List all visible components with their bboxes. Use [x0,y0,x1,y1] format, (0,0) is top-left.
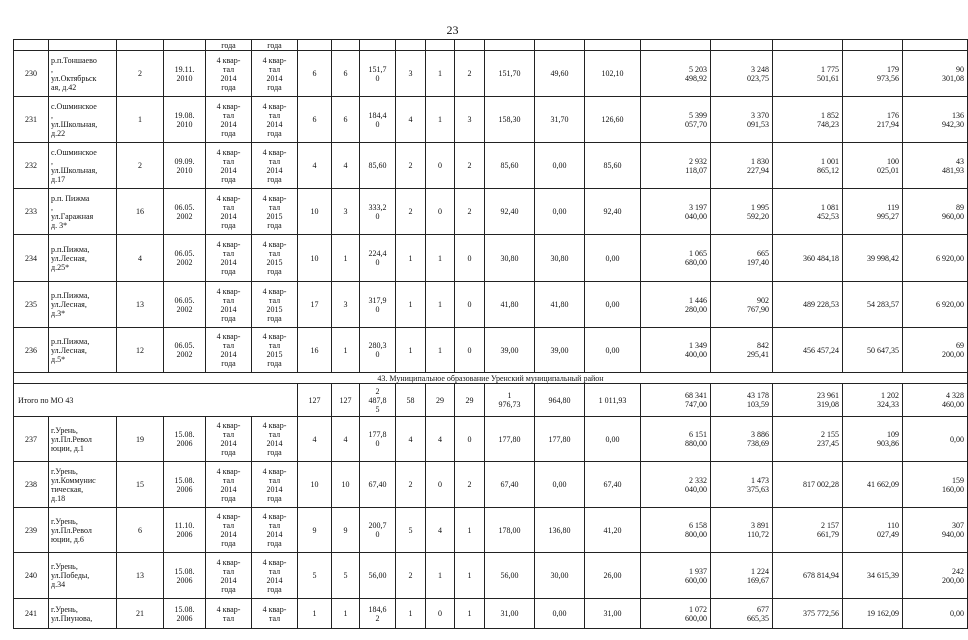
continuation-cell: года [252,40,298,51]
value-cell: 1 [426,97,455,143]
value-cell: 21 [117,599,164,629]
value-cell: 678 814,94 [773,553,843,599]
row-number-cell: 234 [14,235,49,282]
address-cell: с.Ошминское , ул.Школьная, д.22 [49,97,117,143]
value-cell: 85,60 [485,143,535,189]
value-cell: 0,00 [535,143,585,189]
value-cell: 31,00 [585,599,641,629]
value-cell: 178,00 [485,508,535,553]
value-cell: 92,40 [485,189,535,235]
value-cell: 3 886 738,69 [711,417,773,462]
value-cell: 0 [455,282,485,328]
address-cell: г.Урень, ул.Коммунис тическая, д.18 [49,462,117,508]
date-cell: 15.08. 2006 [164,553,206,599]
value-cell: 2 [396,189,426,235]
value-cell: 13 [117,553,164,599]
row-number-cell: 239 [14,508,49,553]
empty-cell [360,40,396,51]
row-number-cell: 237 [14,417,49,462]
value-cell: 1 995 592,20 [711,189,773,235]
value-cell: 4 [426,508,455,553]
value-cell: 176 217,94 [843,97,903,143]
value-cell: 4 [396,417,426,462]
value-cell: 375 772,56 [773,599,843,629]
value-cell: 1 [426,328,455,373]
value-cell: 158,30 [485,97,535,143]
value-cell: 5 399 057,70 [641,97,711,143]
value-cell: 1 [332,235,360,282]
planned-quarter-cell: 4 квар- тал [252,599,298,629]
empty-cell [485,40,535,51]
total-value-cell: 2 487,8 5 [360,384,396,417]
address-cell: р.п.Пижма, ул.Лесная, д.3* [49,282,117,328]
value-cell: 16 [298,328,332,373]
value-cell: 41 662,09 [843,462,903,508]
value-cell: 0,00 [903,599,968,629]
value-cell: 39,00 [485,328,535,373]
value-cell: 1 [396,599,426,629]
empty-cell [711,40,773,51]
section-header-row [14,373,968,384]
value-cell: 2 [455,462,485,508]
value-cell: 5 203 498,92 [641,51,711,97]
total-value-cell: 964,80 [535,384,585,417]
value-cell: 19 [117,417,164,462]
planned-quarter-cell: 4 квар- тал 2014 года [252,417,298,462]
value-cell: 2 932 118,07 [641,143,711,189]
value-cell: 1 775 501,61 [773,51,843,97]
value-cell: 0,00 [535,599,585,629]
section-title: 43. Муниципальное образование Уренский муниципальный район [14,373,968,384]
value-cell: 3 891 110,72 [711,508,773,553]
table-row [14,235,968,282]
value-cell: 151,70 [485,51,535,97]
value-cell: 1 [396,282,426,328]
value-cell: 2 [455,189,485,235]
value-cell: 0,00 [585,235,641,282]
housing-program-table [13,39,968,629]
date-cell: 15.08. 2006 [164,417,206,462]
value-cell: 3 248 023,75 [711,51,773,97]
value-cell: 6 [298,97,332,143]
value-cell: 0 [426,189,455,235]
value-cell: 67,40 [485,462,535,508]
value-cell: 54 283,57 [843,282,903,328]
value-cell: 6 [117,508,164,553]
value-cell: 13 [117,282,164,328]
value-cell: 2 [455,143,485,189]
value-cell: 1 [455,553,485,599]
value-cell: 6 [298,51,332,97]
total-value-cell: 1 202 324,33 [843,384,903,417]
value-cell: 67,40 [360,462,396,508]
value-cell: 0 [455,235,485,282]
value-cell: 6 920,00 [903,282,968,328]
value-cell: 1 349 400,00 [641,328,711,373]
value-cell: 90 301,08 [903,51,968,97]
planned-quarter-cell: 4 квар- тал 2014 года [252,508,298,553]
date-cell: 06.05. 2002 [164,189,206,235]
planned-quarter-cell: 4 квар- тал 2014 года [206,462,252,508]
value-cell: 41,20 [585,508,641,553]
table-row [14,328,968,373]
row-number-cell: 241 [14,599,49,629]
value-cell: 6 [332,51,360,97]
value-cell: 85,60 [585,143,641,189]
planned-quarter-cell: 4 квар- тал 2014 года [206,508,252,553]
total-value-cell: 4 328 460,00 [903,384,968,417]
value-cell: 6 920,00 [903,235,968,282]
value-cell: 0 [426,462,455,508]
value-cell: 102,10 [585,51,641,97]
value-cell: 10 [332,462,360,508]
value-cell: 56,00 [360,553,396,599]
row-number-cell: 238 [14,462,49,508]
row-number-cell: 235 [14,282,49,328]
planned-quarter-cell: 4 квар- тал [206,599,252,629]
total-value-cell: 58 [396,384,426,417]
value-cell: 1 [332,328,360,373]
value-cell: 5 [332,553,360,599]
value-cell: 2 332 040,00 [641,462,711,508]
value-cell: 1 [298,599,332,629]
value-cell: 1 [426,51,455,97]
planned-quarter-cell: 4 квар- тал 2014 года [252,553,298,599]
value-cell: 0 [426,143,455,189]
value-cell: 224,4 0 [360,235,396,282]
date-cell: 11.10. 2006 [164,508,206,553]
value-cell: 307 940,00 [903,508,968,553]
value-cell: 41,80 [535,282,585,328]
total-value-cell: 127 [298,384,332,417]
value-cell: 85,60 [360,143,396,189]
planned-quarter-cell: 4 квар- тал 2014 года [206,553,252,599]
planned-quarter-cell: 4 квар- тал 2015 года [252,282,298,328]
value-cell: 119 995,27 [843,189,903,235]
table-row [14,462,968,508]
value-cell: 109 903,86 [843,417,903,462]
table-row [14,189,968,235]
value-cell: 1 [426,235,455,282]
date-cell: 15.08. 2006 [164,599,206,629]
address-cell: г.Урень, ул.Пл.Револ юции, д.1 [49,417,117,462]
value-cell: 49,60 [535,51,585,97]
value-cell: 0,00 [585,328,641,373]
value-cell: 26,00 [585,553,641,599]
empty-cell [332,40,360,51]
total-value-cell: 127 [332,384,360,417]
continuation-row [14,40,968,51]
date-cell: 09.09. 2010 [164,143,206,189]
row-number-cell: 240 [14,553,49,599]
value-cell: 19 162,09 [843,599,903,629]
row-number-cell: 231 [14,97,49,143]
planned-quarter-cell: 4 квар- тал 2014 года [206,328,252,373]
address-cell: г.Урень, ул.Победы, д.34 [49,553,117,599]
value-cell: 43 481,93 [903,143,968,189]
value-cell: 2 155 237,45 [773,417,843,462]
value-cell: 3 370 091,53 [711,97,773,143]
value-cell: 1 [426,282,455,328]
value-cell: 126,60 [585,97,641,143]
total-value-cell: 43 178 103,59 [711,384,773,417]
value-cell: 1 065 680,00 [641,235,711,282]
value-cell: 67,40 [585,462,641,508]
value-cell: 842 295,41 [711,328,773,373]
date-cell: 19.08. 2010 [164,97,206,143]
table-row [14,417,968,462]
address-cell: р.п.Пижма, ул.Лесная, д.25* [49,235,117,282]
page-number: 23 [446,23,459,37]
total-value-cell: 29 [455,384,485,417]
value-cell: 16 [117,189,164,235]
value-cell: 177,80 [535,417,585,462]
value-cell: 360 484,18 [773,235,843,282]
value-cell: 0 [455,417,485,462]
empty-cell [535,40,585,51]
value-cell: 1 852 748,23 [773,97,843,143]
value-cell: 1 [455,599,485,629]
value-cell: 30,00 [535,553,585,599]
planned-quarter-cell: 4 квар- тал 2015 года [252,189,298,235]
value-cell: 10 [298,235,332,282]
value-cell: 92,40 [585,189,641,235]
total-label: Итого по МО 43 [14,384,298,417]
date-cell: 06.05. 2002 [164,328,206,373]
value-cell: 333,2 0 [360,189,396,235]
value-cell: 100 025,01 [843,143,903,189]
planned-quarter-cell: 4 квар- тал 2014 года [252,97,298,143]
value-cell: 56,00 [485,553,535,599]
value-cell: 1 001 865,12 [773,143,843,189]
value-cell: 1 446 280,00 [641,282,711,328]
value-cell: 3 [396,51,426,97]
value-cell: 4 [332,143,360,189]
value-cell: 1 [332,599,360,629]
value-cell: 1 [455,508,485,553]
value-cell: 3 [332,189,360,235]
value-cell: 17 [298,282,332,328]
value-cell: 2 [396,462,426,508]
planned-quarter-cell: 4 квар- тал 2014 года [206,189,252,235]
value-cell: 1 224 169,67 [711,553,773,599]
value-cell: 1 [117,97,164,143]
value-cell: 0,00 [903,417,968,462]
total-value-cell: 23 961 319,08 [773,384,843,417]
planned-quarter-cell: 4 квар- тал 2014 года [252,51,298,97]
table-row [14,553,968,599]
planned-quarter-cell: 4 квар- тал 2014 года [252,143,298,189]
table-row [14,282,968,328]
table-row [14,143,968,189]
value-cell: 34 615,39 [843,553,903,599]
value-cell: 2 [396,143,426,189]
value-cell: 4 [396,97,426,143]
value-cell: 31,00 [485,599,535,629]
empty-cell [641,40,711,51]
address-cell: г.Урень, ул.Пиунова, [49,599,117,629]
value-cell: 200,7 0 [360,508,396,553]
value-cell: 136 942,30 [903,97,968,143]
empty-cell [455,40,485,51]
planned-quarter-cell: 4 квар- тал 2014 года [206,282,252,328]
empty-cell [903,40,968,51]
planned-quarter-cell: 4 квар- тал 2014 года [206,51,252,97]
value-cell: 3 [455,97,485,143]
planned-quarter-cell: 4 квар- тал 2015 года [252,235,298,282]
value-cell: 15 [117,462,164,508]
value-cell: 902 767,90 [711,282,773,328]
value-cell: 179 973,56 [843,51,903,97]
address-cell: р.п.Тоншаево , ул.Октябрьск ая, д.42 [49,51,117,97]
value-cell: 2 [117,143,164,189]
table-row [14,51,968,97]
value-cell: 280,3 0 [360,328,396,373]
empty-cell [426,40,455,51]
value-cell: 0,00 [535,189,585,235]
value-cell: 110 027,49 [843,508,903,553]
value-cell: 2 [396,553,426,599]
table-row [14,599,968,629]
empty-cell [298,40,332,51]
value-cell: 3 [332,282,360,328]
value-cell: 817 002,28 [773,462,843,508]
value-cell: 31,70 [535,97,585,143]
value-cell: 50 647,35 [843,328,903,373]
value-cell: 3 197 040,00 [641,189,711,235]
value-cell: 41,80 [485,282,535,328]
empty-cell [117,40,164,51]
empty-cell [396,40,426,51]
value-cell: 9 [298,508,332,553]
value-cell: 1 473 375,63 [711,462,773,508]
address-cell: р.п.Пижма, ул.Лесная, д.5* [49,328,117,373]
value-cell: 1 072 600,00 [641,599,711,629]
empty-cell [14,40,49,51]
total-value-cell: 1 976,73 [485,384,535,417]
total-value-cell: 68 341 747,00 [641,384,711,417]
value-cell: 30,80 [535,235,585,282]
value-cell: 30,80 [485,235,535,282]
value-cell: 4 [298,417,332,462]
value-cell: 184,6 2 [360,599,396,629]
value-cell: 317,9 0 [360,282,396,328]
value-cell: 39,00 [535,328,585,373]
date-cell: 06.05. 2002 [164,282,206,328]
value-cell: 69 200,00 [903,328,968,373]
date-cell: 06.05. 2002 [164,235,206,282]
value-cell: 1 [396,328,426,373]
value-cell: 2 [455,51,485,97]
value-cell: 1 [426,553,455,599]
planned-quarter-cell: 4 квар- тал 2014 года [252,462,298,508]
continuation-cell: года [206,40,252,51]
empty-cell [585,40,641,51]
value-cell: 677 665,35 [711,599,773,629]
value-cell: 184,4 0 [360,97,396,143]
row-number-cell: 230 [14,51,49,97]
value-cell: 4 [298,143,332,189]
planned-quarter-cell: 4 квар- тал 2014 года [206,417,252,462]
planned-quarter-cell: 4 квар- тал 2015 года [252,328,298,373]
value-cell: 4 [117,235,164,282]
value-cell: 0,00 [585,282,641,328]
empty-cell [773,40,843,51]
empty-cell [49,40,117,51]
value-cell: 1 830 227,94 [711,143,773,189]
table-row [14,508,968,553]
total-value-cell: 29 [426,384,455,417]
value-cell: 6 151 880,00 [641,417,711,462]
planned-quarter-cell: 4 квар- тал 2014 года [206,143,252,189]
value-cell: 0 [455,328,485,373]
value-cell: 489 228,53 [773,282,843,328]
table-row [14,97,968,143]
value-cell: 10 [298,189,332,235]
date-cell: 19.11. 2010 [164,51,206,97]
value-cell: 89 960,00 [903,189,968,235]
value-cell: 0,00 [535,462,585,508]
address-cell: р.п. Пижма , ул.Гаражная д. 3* [49,189,117,235]
planned-quarter-cell: 4 квар- тал 2014 года [206,97,252,143]
value-cell: 4 [332,417,360,462]
value-cell: 1 937 600,00 [641,553,711,599]
total-row [14,384,968,417]
value-cell: 5 [396,508,426,553]
value-cell: 136,80 [535,508,585,553]
value-cell: 5 [298,553,332,599]
value-cell: 177,8 0 [360,417,396,462]
date-cell: 15.08. 2006 [164,462,206,508]
value-cell: 0,00 [585,417,641,462]
value-cell: 2 157 661,79 [773,508,843,553]
value-cell: 151,7 0 [360,51,396,97]
value-cell: 1 [396,235,426,282]
value-cell: 0 [426,599,455,629]
row-number-cell: 233 [14,189,49,235]
value-cell: 665 197,40 [711,235,773,282]
row-number-cell: 232 [14,143,49,189]
value-cell: 6 158 800,00 [641,508,711,553]
value-cell: 6 [332,97,360,143]
address-cell: с.Ошминское , ул.Школьная, д.17 [49,143,117,189]
value-cell: 159 160,00 [903,462,968,508]
address-cell: г.Урень, ул.Пл.Револ юции, д.6 [49,508,117,553]
value-cell: 1 081 452,53 [773,189,843,235]
empty-cell [843,40,903,51]
value-cell: 4 [426,417,455,462]
value-cell: 177,80 [485,417,535,462]
row-number-cell: 236 [14,328,49,373]
value-cell: 456 457,24 [773,328,843,373]
empty-cell [164,40,206,51]
planned-quarter-cell: 4 квар- тал 2014 года [206,235,252,282]
value-cell: 9 [332,508,360,553]
total-value-cell: 1 011,93 [585,384,641,417]
value-cell: 2 [117,51,164,97]
value-cell: 39 998,42 [843,235,903,282]
value-cell: 10 [298,462,332,508]
value-cell: 12 [117,328,164,373]
value-cell: 242 200,00 [903,553,968,599]
